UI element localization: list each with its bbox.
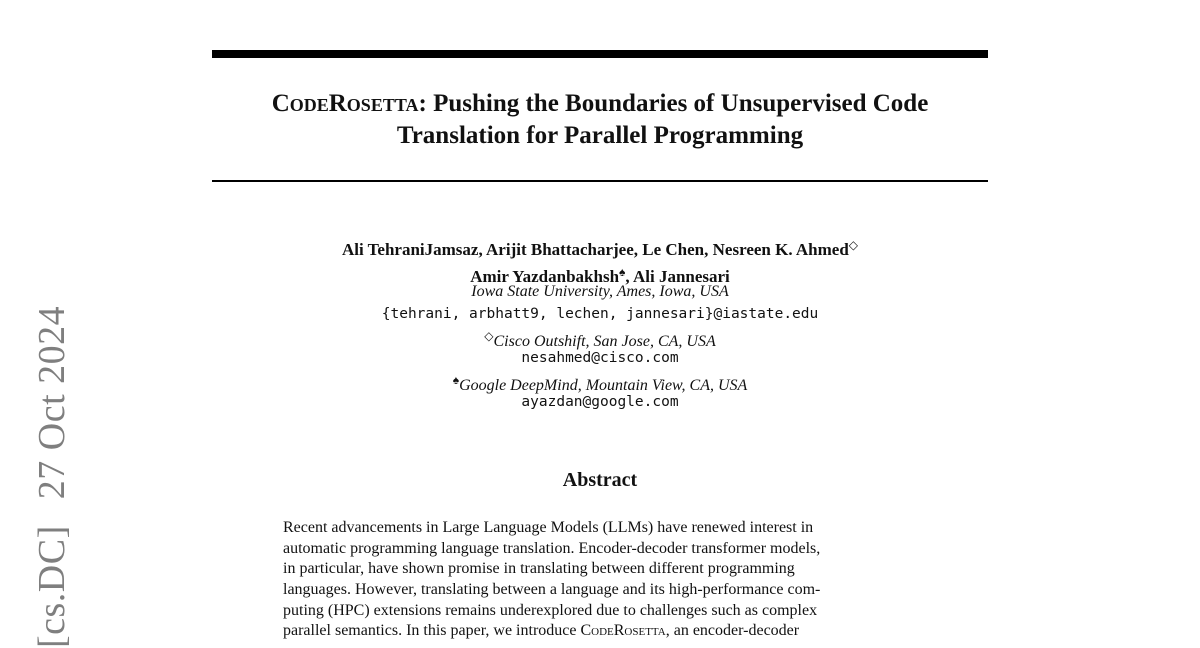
- arxiv-date: 27 Oct 2024: [31, 305, 73, 500]
- spade-symbol: ♠: [619, 265, 626, 279]
- abstract-line: automatic programming language translation. Encoder-decoder transformer models,: [283, 539, 821, 557]
- affiliation-google-line: [212, 369, 988, 394]
- title-top-rule: [212, 50, 988, 58]
- affiliations: [212, 281, 988, 413]
- abstract-line: Recent advancements in Large Language Models (LLMs) have renewed interest in: [283, 519, 814, 536]
- abstract-line-6-pre: parallel semantics. In this paper, we introduce: [283, 622, 581, 640]
- title-line-1: [212, 88, 988, 120]
- title-line-2: Translation for Parallel Programming: [396, 122, 804, 149]
- title-line-1-rest: : Pushing the Boundaries of Unsupervised Code: [418, 90, 929, 117]
- abstract-line: puting (HPC) extensions remains underexplored due to challenges such as complex: [283, 601, 818, 619]
- author-yazdanbakhsh: Amir Yazdanbakhsh: [470, 267, 620, 286]
- author-line-1: [212, 234, 988, 261]
- affiliation-google: Google DeepMind, Mountain View, CA, USA: [459, 377, 748, 394]
- abstract-line: in particular, have shown promise in translating between different programming: [283, 560, 795, 578]
- abstract-heading: Abstract: [562, 469, 638, 491]
- spade-symbol: ♠: [452, 373, 460, 387]
- email-google: ayazdan@google.com: [521, 394, 679, 410]
- title-system-name: CodeRosetta: [271, 90, 419, 117]
- authors-iowa-and-ahmed: Ali TehraniJamsaz, Arijit Bhattacharjee, Le Chen, Nesreen K. Ahmed: [341, 240, 849, 259]
- arxiv-category: [cs.DC]: [31, 525, 73, 648]
- author-jannesari: , Ali Jannesari: [625, 267, 730, 286]
- abstract-system-name: CodeRosetta: [580, 622, 666, 640]
- emails-iowa: {tehrani, arbhatt9, lechen, jannesari}@iastate.edu: [381, 306, 819, 322]
- abstract-line: [283, 621, 923, 642]
- author-list: [212, 234, 988, 288]
- paper-title: [212, 88, 988, 152]
- abstract-line-6-post: , an encoder-decoder: [665, 622, 800, 640]
- diamond-symbol: ◇: [848, 238, 859, 252]
- affiliation-cisco-line: [212, 325, 988, 350]
- arxiv-sidebar-stamp: [30, 288, 74, 648]
- affiliation-cisco: Cisco Outshift, San Jose, CA, USA: [493, 333, 716, 350]
- abstract-line: languages. However, translating between a language and its high-performance com-: [283, 581, 821, 599]
- abstract-body: [283, 518, 923, 642]
- title-bottom-rule: [212, 180, 988, 182]
- email-cisco: nesahmed@cisco.com: [521, 350, 679, 366]
- affiliation-iowa: Iowa State University, Ames, Iowa, USA: [471, 283, 729, 300]
- diamond-symbol: ◇: [484, 329, 494, 343]
